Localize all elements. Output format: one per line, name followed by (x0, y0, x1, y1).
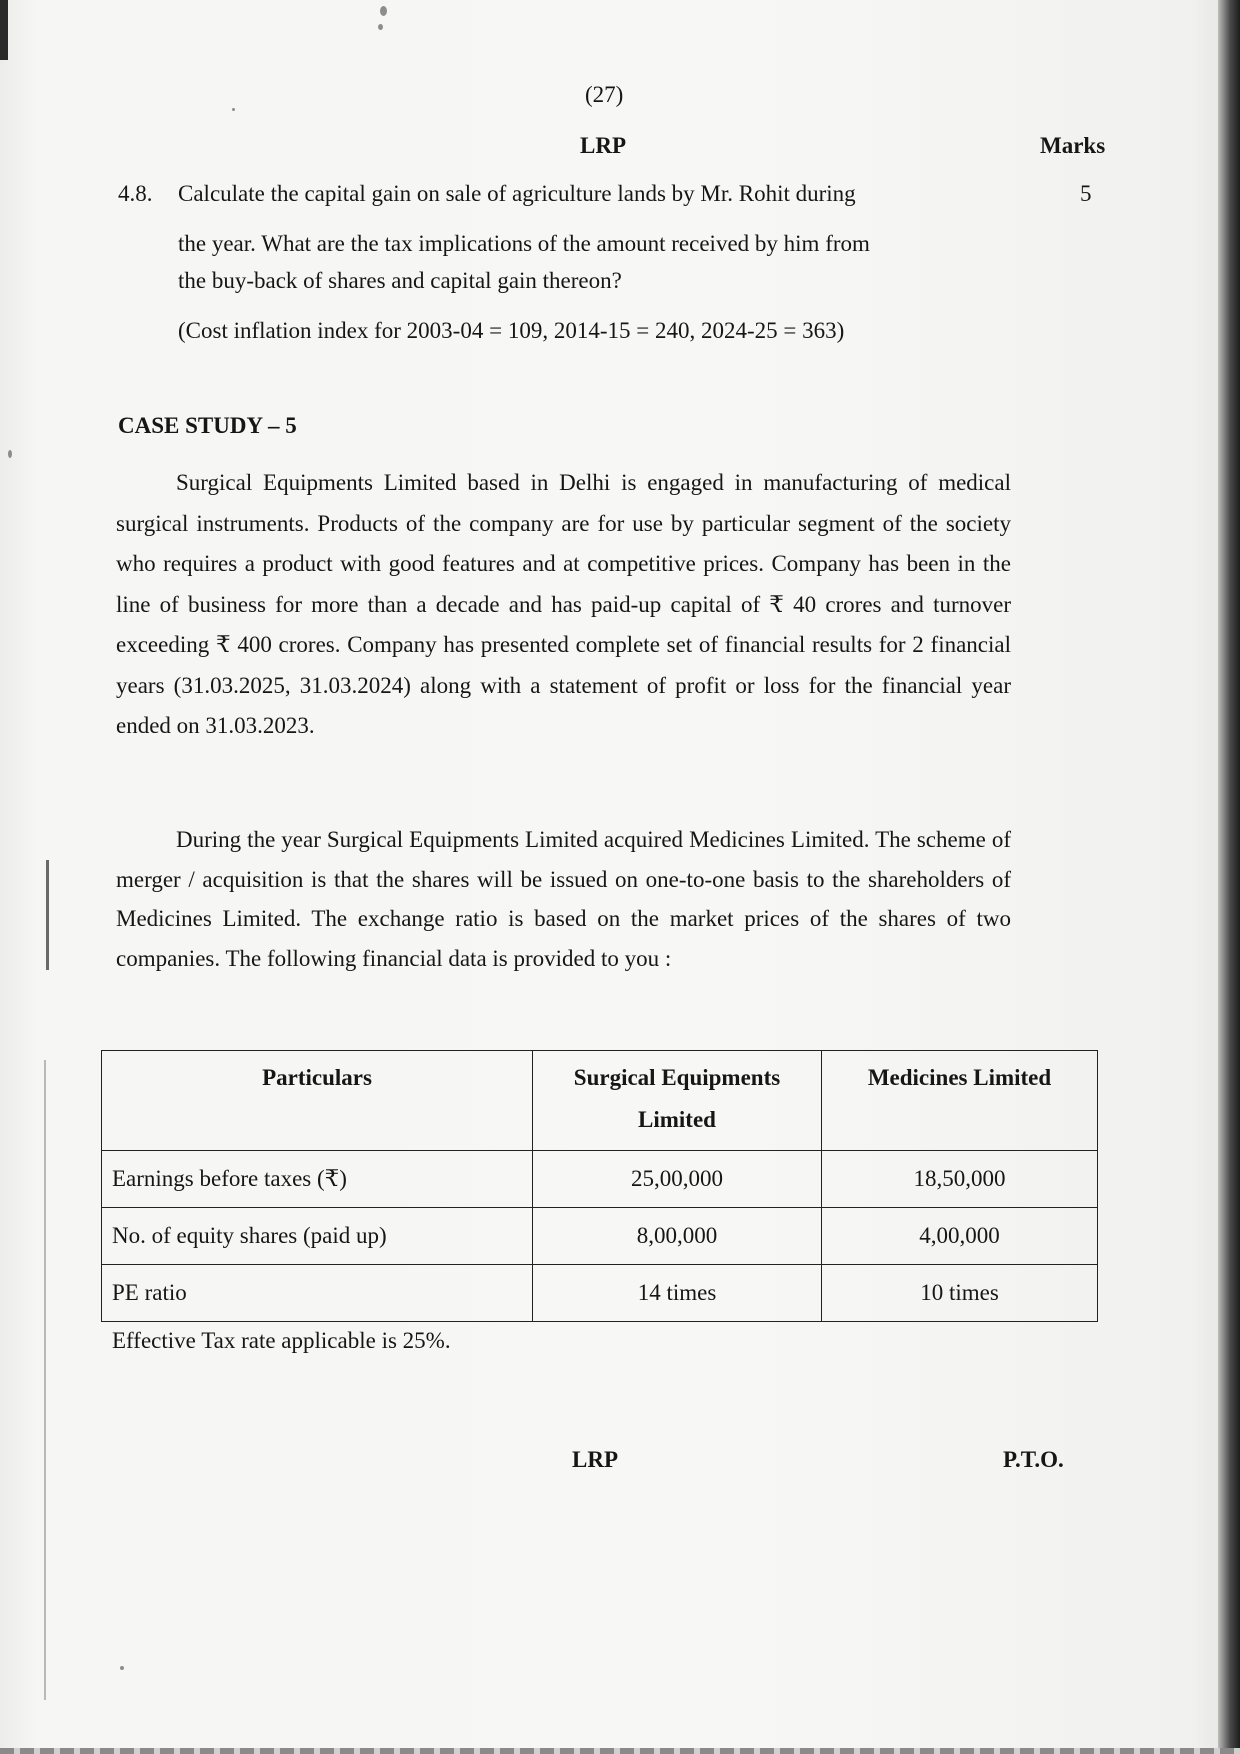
table-header-cell: Particulars (102, 1051, 533, 1151)
scan-speck (120, 1666, 124, 1670)
scan-edge-right (1218, 0, 1240, 1754)
question-line: the year. What are the tax implications of the amount received by him from (178, 231, 870, 256)
table-cell-value: 25,00,000 (533, 1151, 822, 1208)
paper-code-header: LRP (580, 133, 626, 158)
cost-inflation-note: (Cost inflation index for 2003-04 = 109, 2014-15 = 240, 2024-25 = 363) (178, 318, 845, 343)
scan-speck (232, 108, 235, 111)
case-study-paragraph: Surgical Equipments Limited based in Delhi is engaged in manufacturing of medical surgical instruments. Products of the company are for use by particular segment of the society who requires a product with good features and at competitive prices. Company has been in the line of business for more than a decade and has paid-up capital of ₹ 40 crores and turnover exceeding ₹ 400 crores. Company has presented complete set of financial results for 2 financial years (31.03.2025, 31.03.2024) along with a statement of profit or loss for the financial year ended on 31.03.2023. (116, 470, 1011, 738)
table-header-row (102, 1051, 1098, 1151)
scan-edge-left (0, 0, 8, 60)
table-cell-value: 14 times (533, 1265, 822, 1322)
scan-fold-line (44, 1060, 46, 1700)
table-header-cell: Surgical Equipments Limited (533, 1051, 822, 1151)
table-row (102, 1151, 1098, 1208)
table-cell-value: 10 times (822, 1265, 1098, 1322)
financial-data-table (101, 1050, 1098, 1322)
paper-code-footer: LRP (572, 1447, 618, 1472)
table-header-cell: Medicines Limited (822, 1051, 1098, 1151)
table-row (102, 1265, 1098, 1322)
page-number: (27) (585, 82, 624, 107)
case-study-title: CASE STUDY – 5 (118, 413, 297, 438)
question-number: 4.8. (118, 181, 153, 206)
tax-rate-note: Effective Tax rate applicable is 25%. (112, 1328, 451, 1353)
table-cell-label: PE ratio (102, 1265, 533, 1322)
case-study-paragraph: During the year Surgical Equipments Limited acquired Medicines Limited. The scheme of merger / acquisition is that the shares will be issued on one-to-one basis to the shareholders of Medicines Limited. The exchange ratio is based on the market prices of the shares of two companies. The following financial data is provided to you : (116, 827, 1011, 971)
please-turn-over: P.T.O. (1003, 1447, 1064, 1472)
table-cell-label: Earnings before taxes (₹) (102, 1151, 533, 1208)
question-marks: 5 (1080, 181, 1092, 206)
scan-mark-left (46, 860, 49, 970)
marks-column-heading: Marks (1040, 133, 1106, 158)
table-row (102, 1208, 1098, 1265)
question-line: the buy-back of shares and capital gain thereon? (178, 268, 622, 293)
table-cell-value: 4,00,000 (822, 1208, 1098, 1265)
scan-edge-bottom (0, 1748, 1240, 1754)
scan-speck (8, 450, 12, 458)
scan-speck (378, 24, 383, 30)
table-cell-value: 8,00,000 (533, 1208, 822, 1265)
table-cell-value: 18,50,000 (822, 1151, 1098, 1208)
question-line: Calculate the capital gain on sale of agriculture lands by Mr. Rohit during (178, 181, 856, 206)
table-cell-label: No. of equity shares (paid up) (102, 1208, 533, 1265)
scan-speck (380, 6, 387, 16)
